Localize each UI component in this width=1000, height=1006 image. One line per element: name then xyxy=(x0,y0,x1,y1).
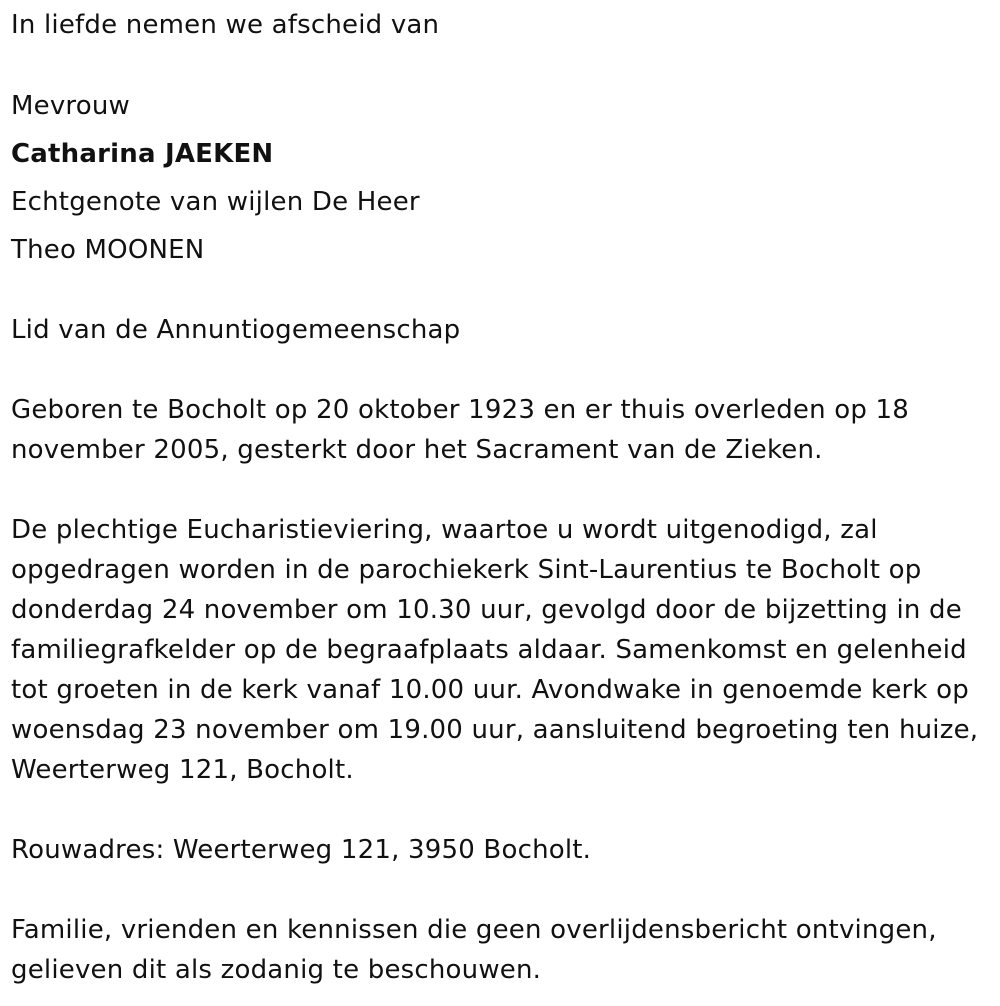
spouse-line-1: Echtgenote van wijlen De Heer xyxy=(11,187,420,217)
closing-line: gelieven dit als zodanig te beschouwen. xyxy=(11,955,542,985)
ceremony-line: tot groeten in de kerk vanaf 10.00 uur. Avondwake in genoemde kerk op xyxy=(11,675,969,705)
birth-death-line: november 2005, gesterkt door het Sacrament van de Zieken. xyxy=(11,435,823,465)
salutation: Mevrouw xyxy=(11,91,130,121)
mourning-address: Rouwadres: Weerterweg 121, 3950 Bocholt. xyxy=(11,835,592,865)
spouse-line-2: Theo MOONEN xyxy=(11,235,205,265)
membership-text: Lid van de Annuntiogemeenschap xyxy=(11,315,461,345)
birth-death-line: Geboren te Bocholt op 20 oktober 1923 en er thuis overleden op 18 xyxy=(11,395,910,425)
closing-line: Familie, vrienden en kennissen die geen overlijdensbericht ontvingen, xyxy=(11,915,937,945)
deceased-name: Catharina JAEKEN xyxy=(11,139,274,169)
ceremony-line: familiegrafkelder op de begraafplaats aldaar. Samenkomst en gelenheid xyxy=(11,635,967,665)
ceremony-line: opgedragen worden in de parochiekerk Sint-Laurentius te Bocholt op xyxy=(11,555,922,585)
ceremony-line: donderdag 24 november om 10.30 uur, gevolgd door de bijzetting in de xyxy=(11,595,962,625)
ceremony-line: De plechtige Eucharistieviering, waartoe u wordt uitgenodigd, zal xyxy=(11,515,878,545)
ceremony-line: Weerterweg 121, Bocholt. xyxy=(11,755,354,785)
intro-text: In liefde nemen we afscheid van xyxy=(11,10,440,40)
ceremony-line: woensdag 23 november om 19.00 uur, aansluitend begroeting ten huize, xyxy=(11,715,979,745)
